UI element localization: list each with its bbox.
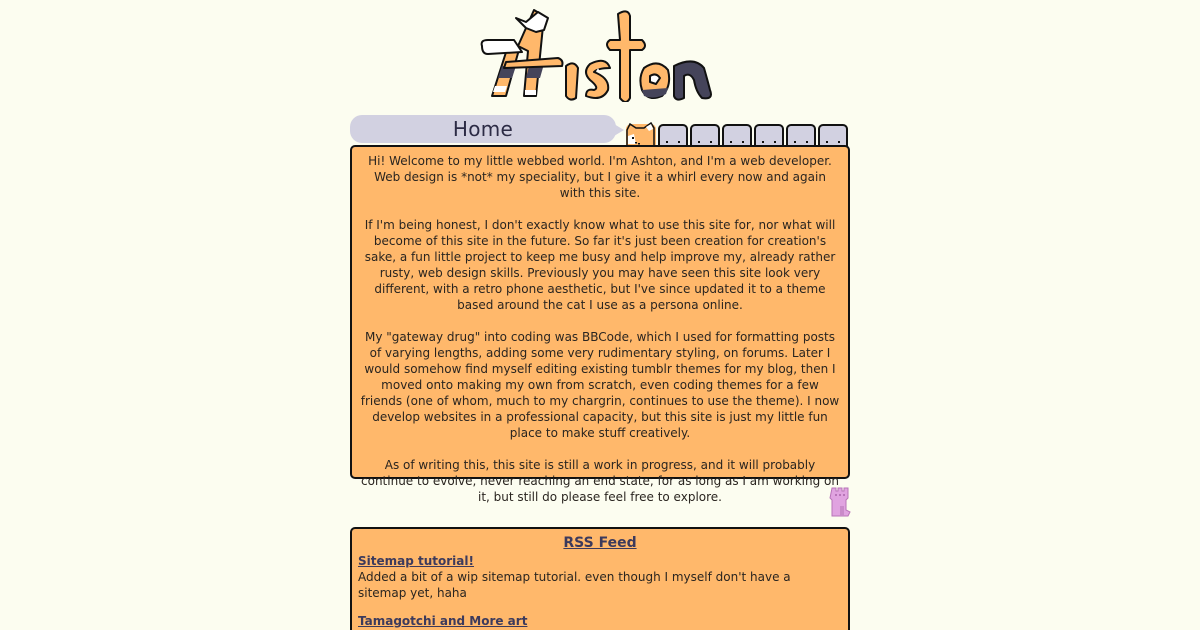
tab-dot bbox=[666, 141, 668, 143]
tab-dot bbox=[698, 141, 700, 143]
tab-dot bbox=[826, 141, 828, 143]
tab-dot bbox=[762, 141, 764, 143]
tab-dot bbox=[678, 141, 680, 143]
intro-paragraph: Hi! Welcome to my little webbed world. I'm Ashton, and I'm a web developer. Web design is *not* my speciality, but I give it a whirl every now and again with this site. bbox=[368, 154, 832, 200]
page-title-bubble bbox=[350, 115, 616, 143]
intro-paragraph: As of writing this, this site is still a work in progress, and it will probably continue to evolve, never reaching an end state, for as long as I am working on it, but still do please feel free to explore. bbox=[361, 458, 839, 504]
intro-paragraph: If I'm being honest, I don't exactly know what to use this site for, nor what will become of this site in the future. So far it's just been creation for creation's sake, a fun little project to keep me busy and help improve my, already rather rusty, web design skills. Previously you may have seen this site look very different, with a retro phone aesthetic, but I've since updated it to a theme based around the cat I use as a persona online. bbox=[364, 218, 836, 312]
nav-tab-5[interactable] bbox=[754, 124, 784, 146]
castle-tower-icon[interactable] bbox=[828, 486, 852, 518]
rss-item-description: Added a bit of a wip sitemap tutorial. even though I myself don't have a sitemap yet, haha bbox=[358, 570, 791, 600]
rss-item-title-link[interactable]: Tamagotchi and More art bbox=[358, 614, 528, 628]
tab-dot bbox=[742, 141, 744, 143]
tab-dot bbox=[806, 141, 808, 143]
rss-item-title-link[interactable]: Sitemap tutorial! bbox=[358, 554, 474, 568]
tab-dot bbox=[710, 141, 712, 143]
tab-dot bbox=[774, 141, 776, 143]
tab-dot bbox=[794, 141, 796, 143]
nav-tab-3[interactable] bbox=[690, 124, 720, 146]
nav-tab-home[interactable] bbox=[626, 124, 656, 146]
rss-feed-box bbox=[350, 527, 850, 630]
intro-box bbox=[350, 145, 850, 504]
ashton-logo-icon bbox=[478, 6, 718, 102]
cat-face-icon bbox=[626, 122, 656, 146]
intro-paragraph: My "gateway drug" into coding was BBCode, which I used for formatting posts of varying lengths, adding some very rudimentary styling, on forums. Later I would somehow find myself editing existing tumblr themes for my blog, then I moved onto making my own from scratch, even coding themes for a few friends (one of whom, much to my chargrin, continues to use the theme). I now develop websites in a professional capacity, but this site is just my little fun place to make stuff creatively. bbox=[360, 330, 840, 440]
nav-tab-6[interactable] bbox=[786, 124, 816, 146]
tab-dot bbox=[838, 141, 840, 143]
nav-tab-2[interactable] bbox=[658, 124, 688, 146]
nav-tab-4[interactable] bbox=[722, 124, 752, 146]
page-title: Home bbox=[452, 117, 514, 141]
nav-tab-7[interactable] bbox=[818, 124, 848, 146]
rss-feed-title-link[interactable]: RSS Feed bbox=[563, 535, 637, 551]
tab-dot bbox=[730, 141, 732, 143]
